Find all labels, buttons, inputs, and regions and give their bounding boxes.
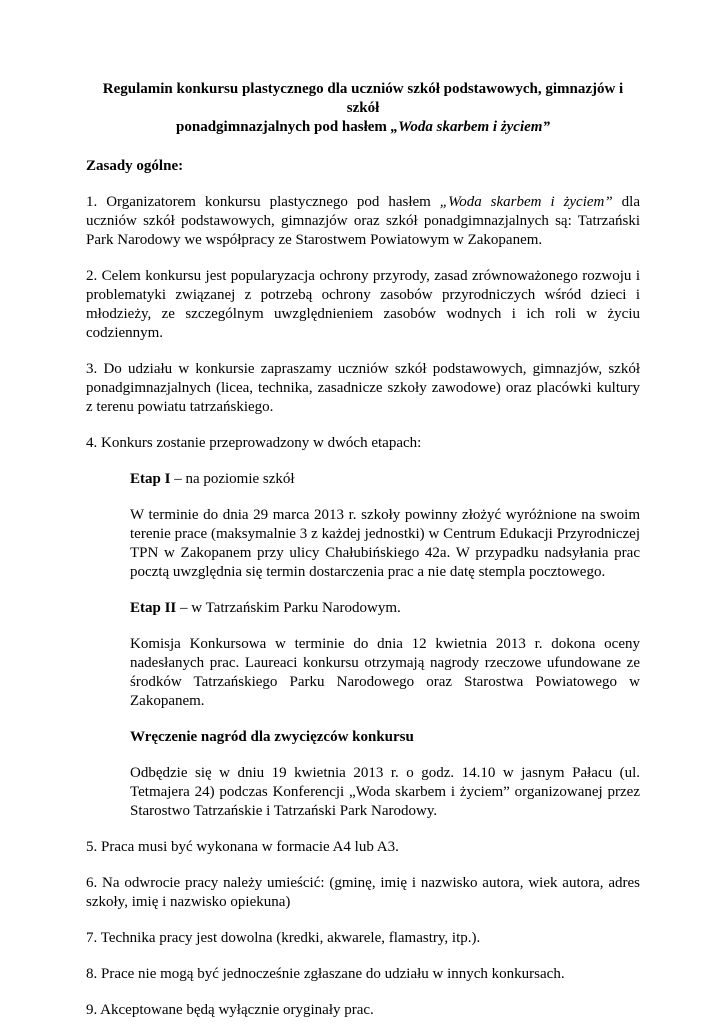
paragraph-8: 8. Prace nie mogą być jednocześnie zgłaszane do udziału w innych konkursach. — [86, 966, 565, 982]
document-title — [86, 80, 640, 137]
paragraph-1-prefix: 1. Organizatorem konkursu plastycznego pod hasłem — [86, 194, 440, 210]
title-line-2-prefix: ponadgimnazjalnych pod hasłem — [176, 119, 391, 135]
document-page — [86, 80, 640, 1020]
paragraph-4: 4. Konkurs zostanie przeprowadzony w dwóch etapach: — [86, 435, 422, 451]
paragraph-3: 3. Do udziału w konkursie zapraszamy uczniów szkół podstawowych, gimnazjów, szkół ponadgimnazjalnych (licea, technika, zasadnicze szkoły zawodowe) oraz placówki kultury z terenu powiatu tatrzańskiego. — [86, 361, 640, 415]
etap-1-heading — [130, 470, 640, 489]
title-line-2-italic: „Woda skarbem i życiem” — [390, 119, 550, 135]
award-body: Odbędzie się w dniu 19 kwietnia 2013 r. o godz. 14.10 w jasnym Pałacu (ul. Tetmajera 24) podczas Konferencji „Woda skarbem i życiem” organizowanej przez Starostwo Tatrzańskie i Tatrzański Park Narodowy. — [130, 765, 640, 819]
paragraph-1-suffix: dla uczniów szkół podstawowych, gimnazjów oraz szkół ponadgimnazjalnych są: Tatrzański Park Narodowy we współpracy ze Starostwem Powiatowym w Zakopanem. — [86, 194, 641, 248]
etap-2-heading — [130, 599, 640, 618]
etap-2-body: Komisja Konkursowa w terminie do dnia 12 kwietnia 2013 r. dokona oceny nadesłanych prac. Laureaci konkursu otrzymają nagrody rzeczowe ufundowane ze środków Tatrzańskiego Parku Narodowego oraz Starostwa Powiatowego w Zakopanem. — [130, 636, 640, 709]
paragraph-9: 9. Akceptowane będą wyłącznie oryginały prac. — [86, 1002, 374, 1018]
title-line-1: Regulamin konkursu plastycznego dla uczniów szkół podstawowych, gimnazjów i szkół — [102, 81, 624, 116]
award-heading: Wręczenie nagród dla zwycięzców konkursu — [130, 729, 414, 745]
etap-1-body: W terminie do dnia 29 marca 2013 r. szkoły powinny złożyć wyróżnione na swoim terenie prace (maksymalnie 3 z każdej jednostki) w Centrum Edukacji Przyrodniczej TPN w Zakopanem przy ulicy Chałubińskiego 42a. W przypadku nadsyłania prac pocztą uwzględnia się termin dostarczenia prac a nie datę stempla pocztowego. — [130, 507, 640, 580]
paragraph-7: 7. Technika pracy jest dowolna (kredki, akwarele, flamastry, itp.). — [86, 930, 481, 946]
paragraph-1 — [86, 193, 640, 250]
etap-1-rest: – na poziomie szkół — [170, 471, 295, 487]
section-heading: Zasady ogólne: — [86, 158, 184, 174]
etap-2-rest: – w Tatrzańskim Parku Narodowym. — [176, 600, 401, 616]
etap-1-label: Etap I — [130, 471, 171, 487]
paragraph-6: 6. Na odwrocie pracy należy umieścić: (gminę, imię i nazwisko autora, wiek autora, adres szkoły, imię i nazwisko opiekuna) — [86, 875, 640, 910]
paragraph-1-italic: „Woda skarbem i życiem” — [439, 194, 613, 210]
paragraph-5: 5. Praca musi być wykonana w formacie A4 lub A3. — [86, 839, 399, 855]
etap-2-label: Etap II — [130, 600, 177, 616]
paragraph-2: 2. Celem konkursu jest popularyzacja ochrony przyrody, zasad zrównoważonego rozwoju i problematyki związanej z potrzebą ochrony zasobów przyrodniczych wśród dzieci i młodzieży, ze szczególnym uwzględnieniem zasobów wodnych i ich roli w życiu codziennym. — [86, 268, 640, 341]
